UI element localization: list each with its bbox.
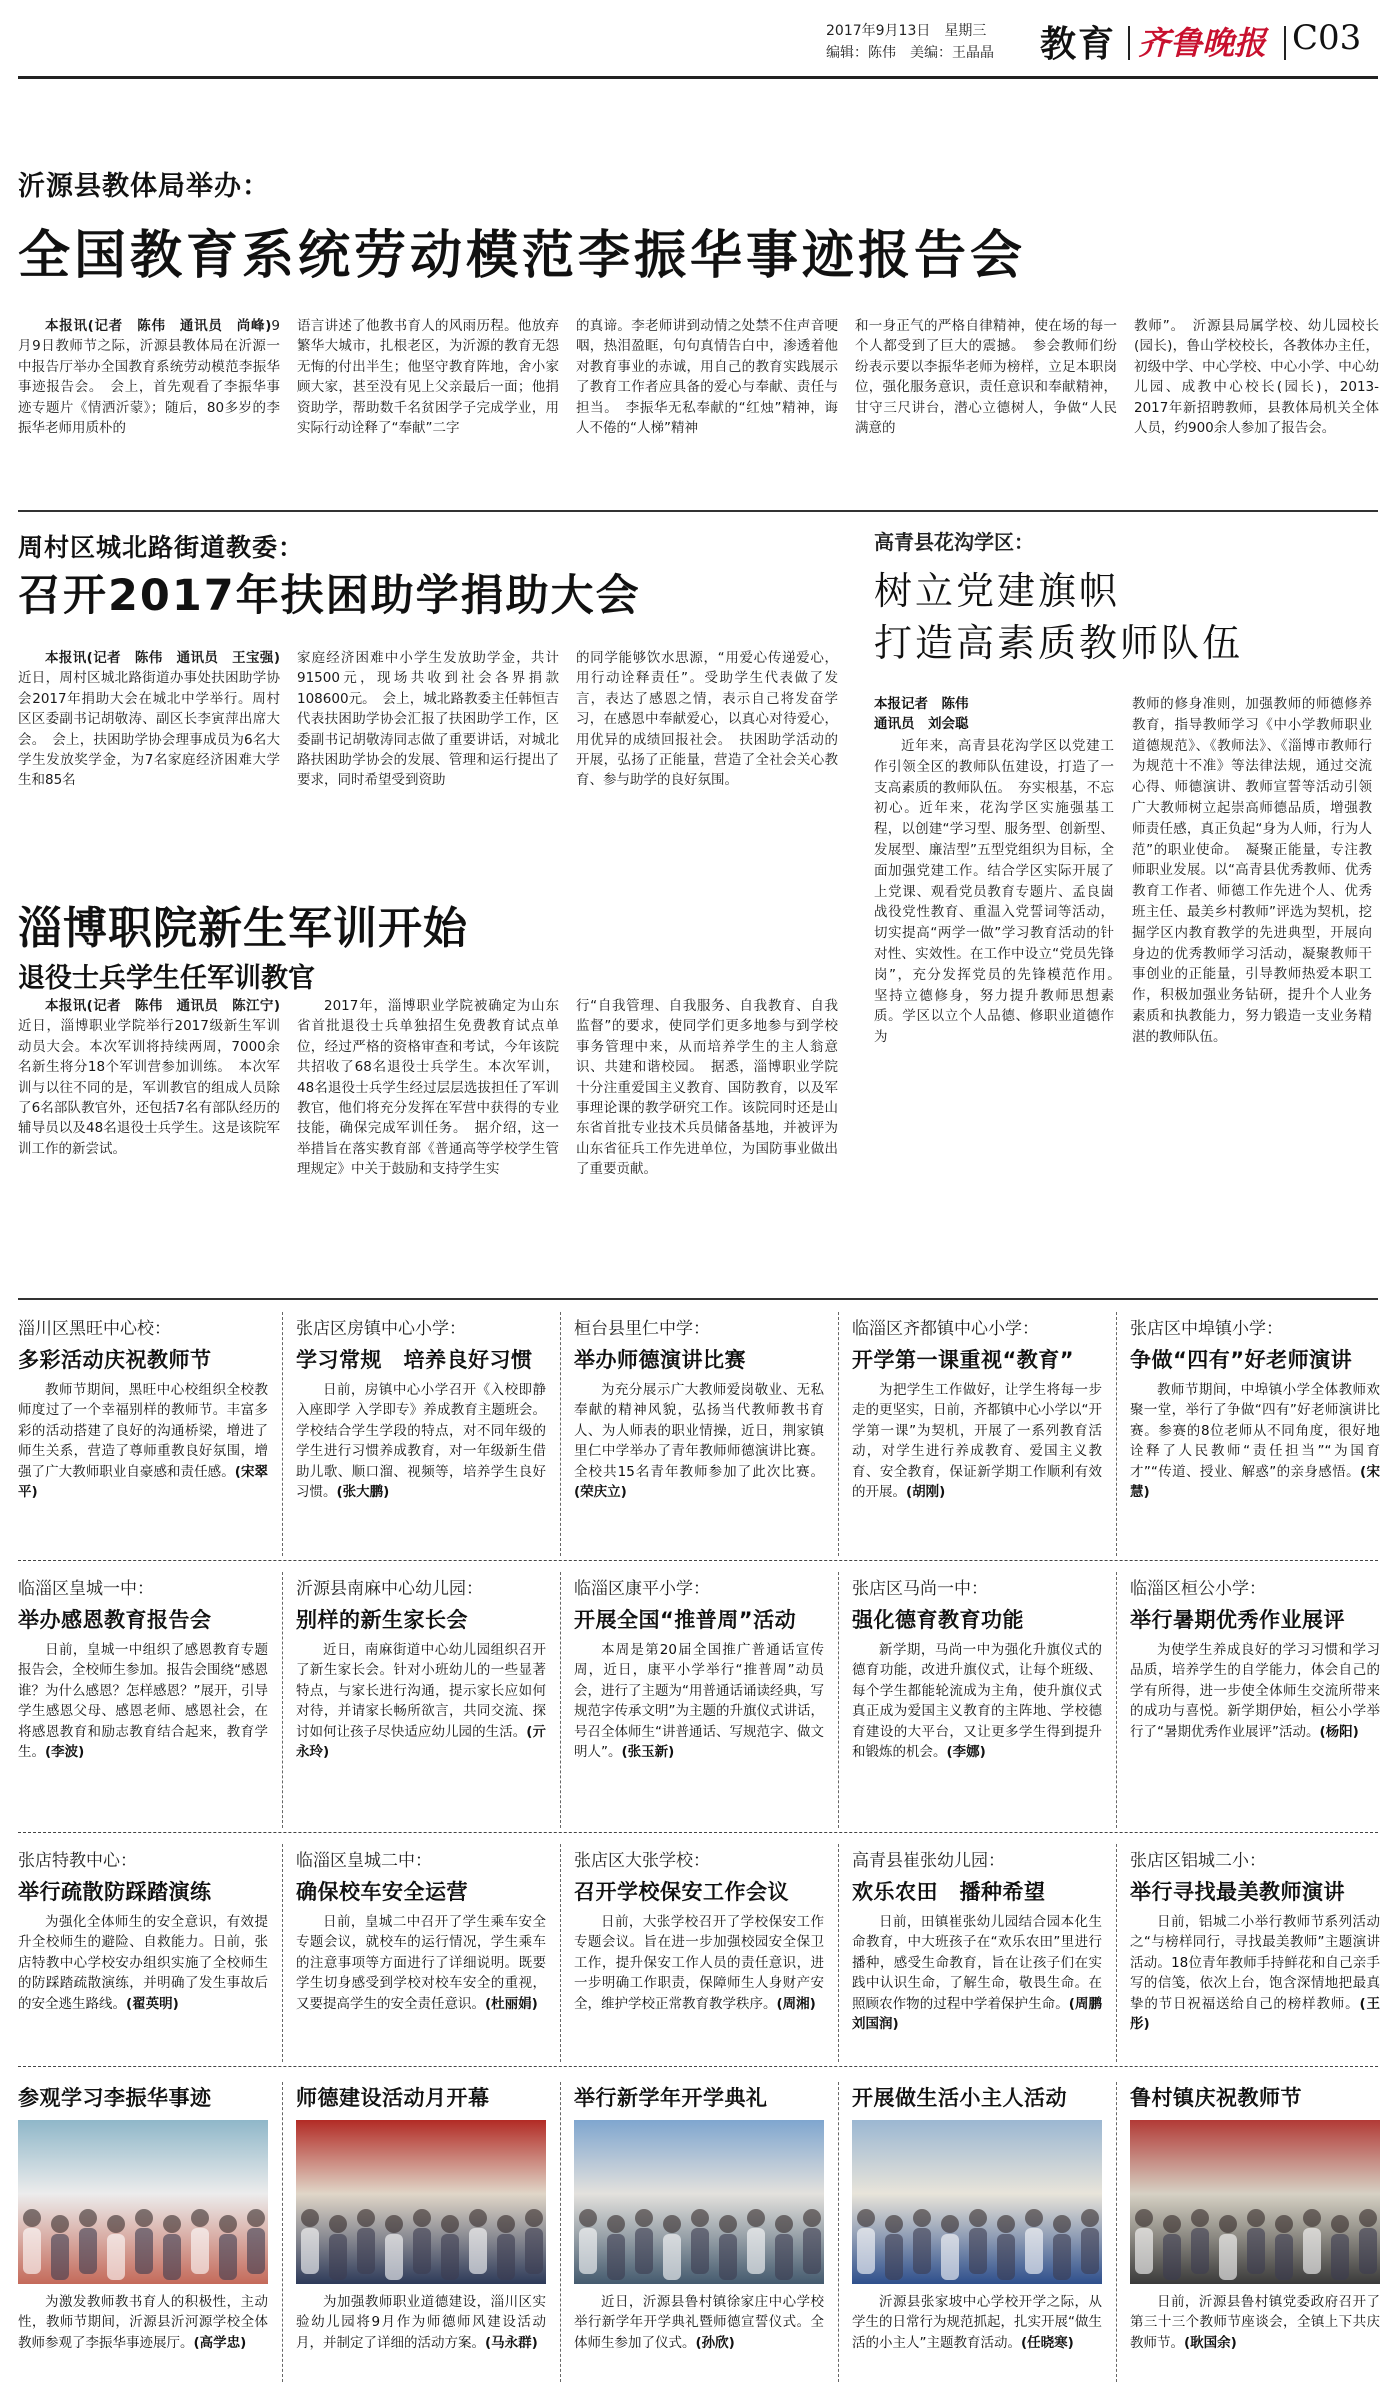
brief-author: (张玉新) xyxy=(621,1744,675,1761)
brief-body xyxy=(852,1640,1102,1762)
brief-headline: 学习常规 培养良好习惯 xyxy=(296,1348,533,1372)
brief-author: (荣庆立) xyxy=(574,1484,627,1501)
photo-people-silhouettes xyxy=(852,2120,1102,2284)
brief-school: 临淄区皇城二中： xyxy=(296,1851,432,1871)
brief-text: 新学期，马尚一中为强化升旗仪式的德育功能，改进升旗仪式，让每个班级、每个学生都能轮流成为主角，使升旗仪式真正成为爱国主义教育的主阵地、学校德育建设的大平台，又让更多学生得到提升和锻炼的机会。 xyxy=(852,1642,1102,1761)
story3-col2 xyxy=(297,996,559,1180)
column-divider xyxy=(838,2082,839,2382)
brief-author: (周湘) xyxy=(776,1995,816,2012)
photo-brief xyxy=(296,2074,546,2384)
news-brief xyxy=(1130,1564,1380,1836)
story2-col3 xyxy=(576,648,838,791)
story4-text-1: 近年来，高青县花沟学区以党建工作引领全区的教师队伍建设，打造了一支高素质的教师队伍。 夯实根基，不忘初心。近年来，花沟学区实施强基工程，以创建“学习型、服务型、创新型、发展型、廉洁型”五型党组织为目标，全面加强党建工作。结合学区实际开展了上党课、观看党员教育专题片、孟良崮战役党性教育、重温入党誓词等活动，切实提高“两学一做”学习教育活动的针对性、实效性。在工作中设立“党员先锋岗”，充分发挥党员的先锋模范作用。 坚持立德修身，努力提升教师思想素质。学区以立个人品德、修职业道德作为 xyxy=(874,738,1128,1046)
brief-school: 临淄区皇城一中： xyxy=(18,1579,154,1599)
brief-body xyxy=(296,1380,546,1502)
brief-body xyxy=(18,1380,268,1502)
news-photo xyxy=(574,2120,824,2284)
brief-school: 临淄区康平小学： xyxy=(574,1579,710,1599)
story2-text-2: 家庭经济困难中小学生发放助学金，共计91500元，现场共收到社会各界捐款108600元。 会上，城北路教委主任韩恒吉代表扶困助学协会汇报了扶困助学工作，区委副书记胡敬涛同志做了重要讲话，对城北路扶困助学协会的发展、管理和运行提出了要求，同时希望受到资助 xyxy=(297,650,559,789)
story1-text-1: 9月9日教师节之际，沂源县教体局在沂源一中报告厅举办全国教育系统劳动模范李振华事迹报告会。 会上，首先观看了李振华事迹专题片《情洒沂蒙》；随后，80多岁的李振华老师用质朴的 xyxy=(18,318,280,437)
story1-col3 xyxy=(576,316,838,438)
news-brief xyxy=(574,1304,824,1564)
story1-text-3: 的真谛。李老师讲到动情之处禁不住声音哽咽，热泪盈眶，句句真情告白中，渗透着他对教育事业的赤诚，用自己的教育实践展示了教育工作者应具备的爱心与奉献、责任与担当。 李振华无私奉献的“红烛”精神，诲人不倦的“人梯”精神 xyxy=(576,318,838,437)
brief-headline: 别样的新生家长会 xyxy=(296,1608,468,1632)
news-brief xyxy=(296,1564,546,1836)
brief-body xyxy=(574,1380,824,1502)
photo-brief-headline: 鲁村镇庆祝教师节 xyxy=(1130,2086,1302,2110)
masthead-divider xyxy=(1128,26,1130,60)
photo-brief-text: 近日，沂源县鲁村镇徐家庄中心学校举行新学年开学典礼暨师德宣誓仪式。全体师生参加了仪式。 xyxy=(574,2294,824,2351)
news-brief xyxy=(852,1304,1102,1564)
photo-brief-body xyxy=(574,2292,824,2353)
story1-col5 xyxy=(1134,316,1379,438)
brief-body xyxy=(1130,1380,1380,1502)
brief-author: (翟英明) xyxy=(126,1995,179,2012)
photo-people-silhouettes xyxy=(574,2120,824,2284)
brief-body xyxy=(852,1912,1116,2034)
brief-author: (周鹏 刘国润) xyxy=(852,1995,1116,2033)
photo-brief-author: (任晓寒) xyxy=(1021,2334,1074,2351)
brief-body xyxy=(1130,1640,1380,1742)
brief-school: 张店区马尚一中： xyxy=(852,1579,988,1599)
page-number: C03 xyxy=(1292,18,1362,58)
brief-headline: 举办感恩教育报告会 xyxy=(18,1608,212,1632)
masthead-divider-2 xyxy=(1284,26,1286,60)
photo-brief-headline: 开展做生活小主人活动 xyxy=(852,2086,1067,2110)
story2-col1 xyxy=(18,648,280,791)
brief-school: 张店区铝城二小： xyxy=(1130,1851,1266,1871)
brief-school: 桓台县里仁中学： xyxy=(574,1319,710,1339)
story4-byline-1: 本报记者 陈伟 xyxy=(874,696,969,712)
brief-body xyxy=(1130,1912,1380,2034)
story3-col3 xyxy=(576,996,838,1180)
story2-text-3: 的同学能够饮水思源，“用爱心传递爱心，用行动诠释责任”。受助学生代表做了发言，表达了感恩之情，表示自己将发奋学习，在感恩中奉献爱心，以真心对待爱心，用优异的成绩回报社会。 扶困助学活动的开展，弘扬了正能量，营造了全社会关心教育、参与助学的良好氛围。 xyxy=(576,650,838,789)
brief-body xyxy=(296,1640,546,1762)
story1-col1 xyxy=(18,316,280,438)
photo-brief-body xyxy=(296,2292,546,2353)
news-brief xyxy=(852,1564,1102,1836)
photo-brief-text: 日前，沂源县鲁村镇党委政府召开了第三十三个教师节座谈会，全镇上下共庆教师节。 xyxy=(1130,2294,1380,2351)
brief-headline: 争做“四有”好老师演讲 xyxy=(1130,1348,1353,1372)
brief-text: 日前，皇城二中召开了学生乘车安全专题会议，就校车的运行情况，学生乘车的注意事项等方面进行了详细说明。既要学生切身感受到学校对校车安全的重视，又要提高学生的安全责任意识。 xyxy=(296,1914,546,2012)
column-divider xyxy=(838,1572,839,1828)
brief-headline: 开展全国“推普周”活动 xyxy=(574,1608,797,1632)
column-divider xyxy=(1116,1572,1117,1828)
story1-text-5: 教师”。 沂源县局属学校、幼儿园校长(园长)，鲁山学校校长，各教体办主任，初级中学、中心学校、中心小学、中心幼儿园、成教中心校长(园长)，2013-2017年新招聘教师，县教体局机关全体人员，约900余人参加了报告会。 xyxy=(1134,318,1379,437)
photo-brief-body xyxy=(18,2292,268,2353)
story1-byline: 本报讯(记者 陈伟 通讯员 尚峰) xyxy=(45,318,272,334)
story4-box xyxy=(858,512,1378,1282)
news-brief xyxy=(574,1836,824,2070)
story3-text-1: 近日，淄博职业学院举行2017级新生军训动员大会。本次军训将持续两周，7000余名新生将分18个军训营参加训练。 本次军训与以往不同的是，军训教官的组成人员除了6名部队教官外，还包括7名有部队经历的辅导员以及48名退役士兵学生。这是该院军训工作的新尝试。 xyxy=(18,1018,280,1157)
story2-col2 xyxy=(297,648,559,791)
column-divider xyxy=(560,1572,561,1828)
story3-headline: 淄博职院新生军训开始 xyxy=(18,903,468,954)
brief-body xyxy=(852,1380,1102,1502)
brief-headline: 确保校车安全运营 xyxy=(296,1880,468,1904)
photo-brief-body xyxy=(1130,2292,1380,2353)
column-divider xyxy=(838,1312,839,1556)
brief-author: (杨阳) xyxy=(1319,1723,1359,1740)
photo-brief-text: 沂源县张家坡中心学校开学之际，从学生的日常行为规范抓起，扎实开展“做生活的小主人”主题教育活动。 xyxy=(852,2294,1102,2351)
brief-text: 为使学生养成良好的学习习惯和学习品质，培养学生的自学能力，体会自己的学有所得，进一步使全体师生交流所带来的成功与喜悦。新学期伊始，桓公小学举行了“暑期优秀作业展评”活动。 xyxy=(1130,1642,1380,1740)
brief-text: 日前，田镇崔张幼儿园结合园本化生命教育，中大班孩子在“欢乐农田”里进行播种，感受生命教育，旨在让孩子们在实践中认识生命，了解生命，敬畏生命。在照顾农作物的过程中学着保护生命。 xyxy=(852,1914,1102,2012)
brief-body xyxy=(18,1640,268,1762)
brief-text: 教师节期间，中埠镇小学全体教师欢聚一堂，举行了争做“四有”好老师演讲比赛。参赛的8位老师从不同角度，很好地诠释了人民教师“责任担当”“为国育才”“传道、授业、解惑”的亲身感悟。 xyxy=(1130,1382,1380,1480)
news-brief xyxy=(574,1564,824,1836)
brief-text: 日前，皇城一中组织了感恩教育专题报告会，全校师生参加。报告会围绕“感恩谁？为什么感恩？怎样感恩？”展开，引导学生感恩父母、感恩老师、感恩社会，在将感恩教育和励志教育结合起来，教育学生。 xyxy=(18,1642,268,1761)
brief-headline: 举行暑期优秀作业展评 xyxy=(1130,1608,1345,1632)
news-photo xyxy=(852,2120,1102,2284)
photo-brief-author: (孙欣) xyxy=(695,2334,735,2351)
photo-brief xyxy=(852,2074,1102,2384)
masthead-date: 2017年9月13日 星期三 xyxy=(826,23,987,39)
brief-author: (李娜) xyxy=(946,1744,986,1761)
photo-brief-body xyxy=(852,2292,1102,2353)
brief-text: 教师节期间，黑旺中心校组织全校教师度过了一个幸福别样的教师节。丰富多彩的活动搭建了良好的沟通桥梁，增进了师生关系，营造了尊师重教良好氛围，增强了广大教师职业自豪感和责任感。 xyxy=(18,1382,268,1480)
photo-brief-author: (马永群) xyxy=(485,2334,538,2351)
news-photo xyxy=(1130,2120,1380,2284)
story1-headline: 全国教育系统劳动模范李振华事迹报告会 xyxy=(18,226,1027,286)
photo-brief xyxy=(18,2074,268,2384)
brief-school: 张店特教中心： xyxy=(18,1851,137,1871)
story4-text-2: 教师的修身准则，加强教师的师德修养教育，指导教师学习《中小学教师职业道德规范》、《教师法》、《淄博市教师行为规范十不准》等法律法规，通过交流心得、师德演讲、教师宣誓等活动引领广大教师树立起崇高师德品质，增强教师责任感，真正负起“身为人师，行为人范”的职业使命。 凝聚正能量，专注教师职业发展。以“高青县优秀教师、优秀教育工作者、师德工作先进个人、优秀班主任、最美乡村教师”评选为契机，挖掘学区内教育教学的先进典型，开展向身边的优秀教师学习活动，凝聚教师干事创业的正能量，引导教师热爱本职工作，积极加强业务钻研，提升个人业务素质和执教能力，努力锻造一支业务精湛的教师队伍。 xyxy=(1132,696,1372,1045)
brief-text: 日前，房镇中心小学召开《入校即静 入座即学 入学即专》养成教育主题班会。学校结合学生学段的特点，对不同年级的学生进行习惯养成教育，对一年级新生借助儿歌、顺口溜、视频等，培养学生良好习惯。 xyxy=(296,1382,546,1501)
brief-school: 临淄区桓公小学： xyxy=(1130,1579,1266,1599)
photo-brief-text: 为激发教师教书育人的积极性，主动性，教师节期间，沂源县沂河源学校全体教师参观了李振华事迹展厅。 xyxy=(18,2294,268,2351)
brief-school: 淄川区黑旺中心校： xyxy=(18,1319,171,1339)
brief-headline: 开学第一课重视“教育” xyxy=(852,1348,1075,1372)
story3-byline: 本报讯(记者 陈伟 通讯员 陈江宁) xyxy=(45,998,280,1014)
photo-brief-headline: 参观学习李振华事迹 xyxy=(18,2086,212,2110)
brief-school: 高青县崔张幼儿园： xyxy=(852,1851,1005,1871)
brief-author: (亓永玲) xyxy=(296,1723,547,1761)
brief-school: 张店区中埠镇小学： xyxy=(1130,1319,1283,1339)
brief-text: 为把学生工作做好，让学生将每一步走的更坚实，日前，齐都镇中心小学以“开学第一课”为契机，开展了一系列教育活动，对学生进行养成教育、爱国主义教育、安全教育，保证新学期工作顺利有效的开展。 xyxy=(852,1382,1102,1501)
brief-headline: 举办师德演讲比赛 xyxy=(574,1348,746,1372)
story4-headline-1: 树立党建旗帜 xyxy=(874,569,1121,613)
story3-text-3: 行“自我管理、自我服务、自我教育、自我监督”的要求，使同学们更多地参与到学校事务管理中来，从而培养学生的主人翁意识、共建和谐校园。 据悉，淄博职业学院十分注重爱国主义教育、国防教育，以及军事理论课的教学研究工作。该院同时还是山东省首批专业技术兵员储备基地，并被评为山东省征兵工作先进单位，为国防事业做出了重要贡献。 xyxy=(576,998,838,1178)
story1-kicker: 沂源县教体局举办： xyxy=(18,171,270,202)
column-divider xyxy=(282,1312,283,1556)
column-divider xyxy=(282,1572,283,1828)
story4-byline-2: 通讯员 刘会聪 xyxy=(874,716,969,732)
column-divider xyxy=(282,2082,283,2382)
brief-school: 临淄区齐都镇中心小学： xyxy=(852,1319,1039,1339)
news-brief xyxy=(852,1836,1116,2070)
brief-text: 日前，大张学校召开了学校保安工作专题会议。旨在进一步加强校园安全保卫工作，提升保安工作人员的责任意识，进一步明确工作职责，保障师生人身财产安全，维护学校正常教育教学秩序。 xyxy=(574,1914,824,2012)
brief-body xyxy=(574,1912,824,2014)
news-brief-top-rule xyxy=(18,1298,1378,1300)
brief-headline: 欢乐农田 播种希望 xyxy=(852,1880,1046,1904)
news-brief xyxy=(296,1304,546,1564)
brief-text: 本周是第20届全国推广普通话宣传周，近日，康平小学举行“推普周”动员会，进行了主题为“用普通话诵读经典，写规范字传承文明”为主题的升旗仪式讲话，号召全体师生“讲普通话、写规范字、做文明人”。 xyxy=(574,1642,824,1761)
photo-people-silhouettes xyxy=(296,2120,546,2284)
story1-col2 xyxy=(297,316,559,438)
brief-headline: 多彩活动庆祝教师节 xyxy=(18,1348,212,1372)
brief-body xyxy=(296,1912,546,2014)
brief-headline: 举行疏散防踩踏演练 xyxy=(18,1880,212,1904)
brief-author: (杜丽娟) xyxy=(485,1995,538,2012)
photo-brief xyxy=(574,2074,824,2384)
story4-col2 xyxy=(1132,694,1372,1048)
photo-brief-headline: 师德建设活动月开幕 xyxy=(296,2086,490,2110)
news-brief xyxy=(296,1836,546,2070)
story4-kicker: 高青县花沟学区： xyxy=(874,530,1034,554)
story2-byline: 本报讯(记者 陈伟 通讯员 王宝强) xyxy=(45,650,280,666)
column-divider xyxy=(838,1844,839,2062)
news-brief xyxy=(18,1304,268,1564)
masthead-editors: 编辑：陈伟 美编：王晶晶 xyxy=(826,45,994,61)
brief-school: 张店区房镇中心小学： xyxy=(296,1319,466,1339)
photo-brief-text: 为加强教师职业道德建设，淄川区实验幼儿园将9月作为师德师风建设活动月，并制定了详细的活动方案。 xyxy=(296,2294,546,2351)
masthead-rule xyxy=(18,76,1378,79)
column-divider xyxy=(1116,1844,1117,2062)
brief-body xyxy=(574,1640,824,1762)
brief-text: 为强化全体师生的安全意识，有效提升全校师生的避险、自救能力。日前，张店特教中心学校安办组织实施了全校师生的防踩踏疏散演练，并明确了发生事故后的安全逃生路线。 xyxy=(18,1914,268,2012)
news-photo xyxy=(296,2120,546,2284)
column-divider xyxy=(560,1312,561,1556)
story3-col1 xyxy=(18,996,280,1159)
story4-headline-2: 打造高素质教师队伍 xyxy=(874,621,1244,665)
brief-author: (宋翠平) xyxy=(18,1463,269,1501)
news-photo xyxy=(18,2120,268,2284)
story4-col1 xyxy=(874,736,1128,1048)
column-divider xyxy=(560,2082,561,2382)
story1-text-2: 语言讲述了他教书育人的风雨历程。他放弃繁华大城市，扎根老区，为沂源的教育无怨无悔的付出半生；他坚守教育阵地，舍小家顾大家，甚至没有见上父亲最后一面；他捐资助学，帮助数千名贫困学子完成学业，用实际行动诠释了“奉献”二字 xyxy=(297,318,559,437)
photo-brief xyxy=(1130,2074,1380,2384)
photo-brief-headline: 举行新学年开学典礼 xyxy=(574,2086,768,2110)
brief-text: 近日，南麻街道中心幼儿园组织召开了新生家长会。针对小班幼儿的一些显著特点，与家长进行沟通，提示家长应如何对待，并请家长畅所欲言，共同交流、探讨如何让孩子尽快适应幼儿园的生活。 xyxy=(296,1642,546,1740)
brief-text: 日前，铝城二小举行教师节系列活动之“与榜样同行，寻找最美教师”主题演讲活动。18位青年教师手持鲜花和自己亲手写的信笺，依次上台，饱含深情地把最真挚的节日祝福送给自己的榜样教师。 xyxy=(1130,1914,1380,2012)
column-divider xyxy=(282,1844,283,2062)
news-brief xyxy=(1130,1304,1380,1564)
photo-brief-author: (耿国余) xyxy=(1184,2334,1237,2351)
brief-text: 为充分展示广大教师爱岗敬业、无私奉献的精神风貌，弘扬当代教师教书育人、为人师表的职业情操，近日，荆家镇里仁中学举办了青年教师师德演讲比赛。全校共15名青年教师参加了此次比赛。 xyxy=(574,1382,824,1480)
paper-logo: 齐鲁晚报 xyxy=(1138,24,1267,62)
story1-text-4: 和一身正气的严格自律精神，使在场的每一个人都受到了巨大的震撼。 参会教师们纷纷表示要以李振华老师为榜样，立足本职岗位，强化服务意识，责任意识和奉献精神，甘守三尺讲台，潜心立德树人，争做“人民满意的 xyxy=(855,318,1117,437)
story2-headline: 召开2017年扶困助学捐助大会 xyxy=(18,571,641,621)
photo-people-silhouettes xyxy=(18,2120,268,2284)
news-brief xyxy=(18,1836,268,2070)
brief-author: (胡刚) xyxy=(906,1484,946,1501)
story2-text-1: 近日，周村区城北路街道办事处扶困助学协会2017年捐助大会在城北中学举行。周村区区委副书记胡敬涛、副区长李寅萍出席大会。 会上，扶困助学协会理事成员为6名大学生发放奖学金，为7名家庭经济困难大学生和85名 xyxy=(18,670,280,789)
column-divider xyxy=(1116,1312,1117,1556)
section-name: 教育 xyxy=(1040,24,1117,65)
story3-subhead: 退役士兵学生任军训教官 xyxy=(18,963,315,994)
brief-headline: 举行寻找最美教师演讲 xyxy=(1130,1880,1345,1904)
column-divider xyxy=(560,1844,561,2062)
photo-people-silhouettes xyxy=(1130,2120,1380,2284)
photo-brief-author: (高学忠) xyxy=(193,2334,247,2351)
column-divider xyxy=(1116,2082,1117,2382)
brief-author: (张大鹏) xyxy=(336,1484,390,1501)
masthead xyxy=(0,0,1395,80)
story1-col4 xyxy=(855,316,1117,438)
brief-author: (王彤) xyxy=(1130,1995,1381,2033)
brief-author: (李波) xyxy=(45,1744,85,1761)
brief-school: 沂源县南麻中心幼儿园： xyxy=(296,1579,483,1599)
story3-text-2: 2017年，淄博职业学院被确定为山东省首批退役士兵单独招生免费教育试点单位，经过严格的资格审查和考试，今年该院共招收了68名退役士兵学生。本次军训，48名退役士兵学生经过层层选拔担任了军训教官，他们将充分发挥在军营中获得的专业技能，确保完成军训任务。 据介绍，这一举措旨在落实教育部《普通高等学校学生管理规定》中关于鼓励和支持学生实 xyxy=(297,998,559,1178)
brief-author: (宋慧) xyxy=(1130,1463,1381,1501)
news-brief xyxy=(18,1564,268,1836)
brief-headline: 强化德育教育功能 xyxy=(852,1608,1024,1632)
news-brief xyxy=(1130,1836,1380,2070)
brief-school: 张店区大张学校： xyxy=(574,1851,710,1871)
story2-kicker: 周村区城北路街道教委： xyxy=(18,533,305,562)
brief-body xyxy=(18,1912,268,2014)
brief-headline: 召开学校保安工作会议 xyxy=(574,1880,789,1904)
